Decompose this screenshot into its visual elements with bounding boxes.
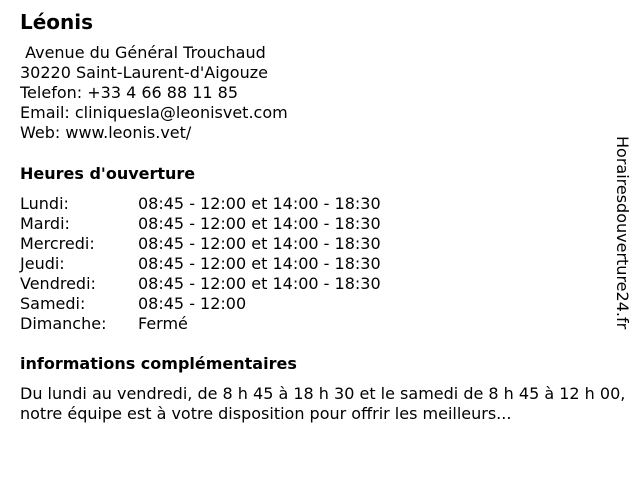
time-value: Fermé [138, 314, 188, 333]
day-label: Jeudi: [20, 254, 65, 273]
opening-hours-heading: Heures d'ouverture [20, 164, 196, 183]
phone-number: Telefon: +33 4 66 88 11 85 [20, 83, 239, 102]
time-value: 08:45 - 12:00 et 14:00 - 18:30 [138, 194, 381, 213]
day-label: Vendredi: [20, 274, 96, 293]
time-value: 08:45 - 12:00 [138, 294, 247, 313]
business-name: Léonis [20, 10, 94, 34]
street-address: Avenue du Général Trouchaud [20, 43, 266, 62]
time-value: 08:45 - 12:00 et 14:00 - 18:30 [138, 274, 381, 293]
website-address: Web: www.leonis.vet/ [20, 123, 192, 142]
time-value: 08:45 - 12:00 et 14:00 - 18:30 [138, 254, 381, 273]
time-value: 08:45 - 12:00 et 14:00 - 18:30 [138, 214, 381, 233]
email-address: Email: cliniquesla@leonisvet.com [20, 103, 288, 122]
city-address: 30220 Saint-Laurent-d'Aigouze [20, 63, 268, 82]
day-label: Samedi: [20, 294, 86, 313]
time-value: 08:45 - 12:00 et 14:00 - 18:30 [138, 234, 381, 253]
contact-block [20, 43, 288, 143]
day-label: Mardi: [20, 214, 70, 233]
additional-info-heading: informations complémentaires [20, 354, 297, 373]
day-label: Mercredi: [20, 234, 95, 253]
day-label: Lundi: [20, 194, 69, 213]
additional-info-text: Du lundi au vendredi, de 8 h 45 à 18 h 30 et le samedi de 8 h 45 à 12 h 00, notre équipe est à votre disposition pour offrir les meilleurs... [20, 384, 626, 423]
day-label: Dimanche: [20, 314, 107, 333]
site-watermark: Horairesdouverture24.fr [613, 136, 632, 330]
